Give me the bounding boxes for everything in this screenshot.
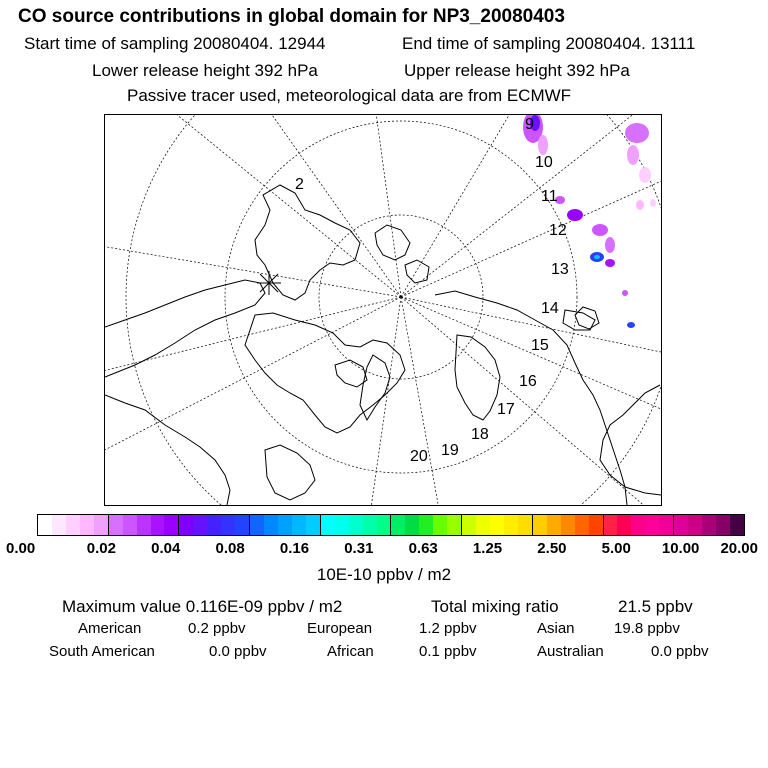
- trajectory-label-17: 17: [497, 401, 515, 418]
- source-name-asian: Asian: [537, 620, 575, 637]
- colorbar-tick-label: 1.25: [472, 540, 503, 557]
- colorbar-cell: [391, 515, 405, 535]
- source-name-european: European: [307, 620, 373, 637]
- colorbar-tick-label: 5.00: [601, 540, 631, 557]
- colorbar-cell: [533, 515, 547, 535]
- colorbar-cell: [730, 515, 744, 535]
- trajectory-label-12: 12: [549, 222, 567, 239]
- colorbar-cell: [631, 515, 645, 535]
- colorbar-cell: [349, 515, 363, 535]
- sampling-start-time: Start time of sampling 20080404. 12944: [24, 34, 326, 53]
- source-value-asian: 19.8 ppbv: [614, 620, 680, 637]
- colorbar-cell: [645, 515, 659, 535]
- colorbar-cell: [617, 515, 631, 535]
- colorbar-cell: [518, 515, 533, 535]
- colorbar-cell: [151, 515, 165, 535]
- graticule: [105, 115, 661, 505]
- plot-title: CO source contributions in global domain for NP3_20080403: [18, 6, 565, 27]
- colorbar-cell: [363, 515, 377, 535]
- colorbar-cell: [476, 515, 490, 535]
- total-mixing-ratio-label: Total mixing ratio: [431, 597, 559, 616]
- trajectory-label-20: 20: [410, 448, 428, 465]
- trajectory-label-2: 2: [295, 176, 304, 193]
- source-value-african: 0.1 ppbv: [419, 643, 477, 660]
- trajectory-label-18: 18: [471, 426, 489, 443]
- sampling-end-time: End time of sampling 20080404. 13111: [402, 34, 696, 53]
- colorbar-cell: [221, 515, 235, 535]
- colorbar-tick-label: 2.50: [537, 540, 567, 557]
- colorbar-cell: [207, 515, 221, 535]
- colorbar-cell: [80, 515, 94, 535]
- colorbar-cell: [659, 515, 674, 535]
- colorbar-cell: [164, 515, 179, 535]
- trajectory-label-11: 11: [541, 188, 558, 205]
- trajectory-label-14: 14: [541, 300, 559, 317]
- colorbar-cell: [94, 515, 109, 535]
- colorbar-cell: [264, 515, 278, 535]
- source-value-european: 1.2 ppbv: [419, 620, 477, 637]
- trajectory-label-10: 10: [535, 154, 553, 171]
- colorbar-cell: [292, 515, 306, 535]
- trajectory-label-16: 16: [519, 373, 537, 390]
- colorbar-cell: [674, 515, 688, 535]
- colorbar-cell: [419, 515, 433, 535]
- source-name-australian: Australian: [537, 643, 604, 660]
- colorbar-cell: [547, 515, 561, 535]
- colorbar-cell: [66, 515, 80, 535]
- colorbar-cell: [575, 515, 589, 535]
- trajectory-label-15: 15: [531, 337, 549, 354]
- trajectory-label-13: 13: [551, 261, 569, 278]
- colorbar-tick-label: 0.04: [151, 540, 181, 557]
- upper-release-height: Upper release height 392 hPa: [404, 61, 630, 80]
- colorbar-cell: [702, 515, 716, 535]
- colorbar-cell: [377, 515, 392, 535]
- colorbar-tick-label: 10.00: [661, 540, 700, 557]
- colorbar-cell: [589, 515, 604, 535]
- colorbar-cell: [278, 515, 292, 535]
- colorbar-cell: [306, 515, 321, 535]
- lower-release-height: Lower release height 392 hPa: [92, 61, 318, 80]
- colorbar-cell: [405, 515, 419, 535]
- map-svg: [105, 115, 661, 505]
- maximum-value: Maximum value 0.116E-09 ppbv / m2: [62, 597, 343, 616]
- colorbar-cell: [447, 515, 462, 535]
- colorbar-cell: [109, 515, 123, 535]
- colorbar-cell: [179, 515, 193, 535]
- colorbar-cell: [462, 515, 476, 535]
- concentration-patches: [523, 115, 656, 328]
- polar-map: [104, 114, 662, 506]
- colorbar-tick-label: 0.02: [86, 540, 116, 557]
- source-name-african: African: [327, 643, 374, 660]
- colorbar-tick-label: 0.63: [408, 540, 438, 557]
- source-value-american: 0.2 ppbv: [188, 620, 246, 637]
- colorbar-cell: [688, 515, 702, 535]
- colorbar-cell: [321, 515, 335, 535]
- colorbar-cell: [490, 515, 504, 535]
- colorbar-tick-label: 0.31: [344, 540, 374, 557]
- colorbar-cell: [250, 515, 264, 535]
- colorbar-tick-label: 0.00: [6, 540, 36, 557]
- colorbar-tick-label: 0.16: [279, 540, 310, 557]
- colorbar-tick-label: 20.00: [720, 540, 758, 557]
- colorbar-cell: [561, 515, 575, 535]
- colorbar-cell: [604, 515, 618, 535]
- source-value-south-american: 0.0 ppbv: [209, 643, 267, 660]
- tracer-note: Passive tracer used, meteorological data are from ECMWF: [127, 86, 572, 105]
- colorbar-units: 10E-10 ppbv / m2: [316, 565, 452, 584]
- colorbar-cell: [137, 515, 151, 535]
- source-name-american: American: [78, 620, 142, 637]
- colorbar-cell: [433, 515, 447, 535]
- colorbar-cell: [716, 515, 730, 535]
- coastlines: [105, 185, 661, 505]
- colorbar-cell: [52, 515, 66, 535]
- trajectory-label-19: 19: [441, 442, 459, 459]
- asterisk-marker: [257, 271, 281, 295]
- colorbar-cell: [335, 515, 349, 535]
- trajectory-label-9: 9: [525, 116, 534, 133]
- total-mixing-ratio-value: 21.5 ppbv: [618, 597, 693, 616]
- colorbar-cell: [193, 515, 207, 535]
- source-value-australian: 0.0 ppbv: [651, 643, 709, 660]
- colorbar: [37, 514, 745, 536]
- colorbar-cell: [38, 515, 52, 535]
- source-name-south-american: South American: [49, 643, 155, 660]
- colorbar-cell: [123, 515, 137, 535]
- colorbar-cell: [504, 515, 518, 535]
- colorbar-cell: [235, 515, 250, 535]
- trajectory-labels: [295, 116, 569, 465]
- colorbar-tick-label: 0.08: [215, 540, 245, 557]
